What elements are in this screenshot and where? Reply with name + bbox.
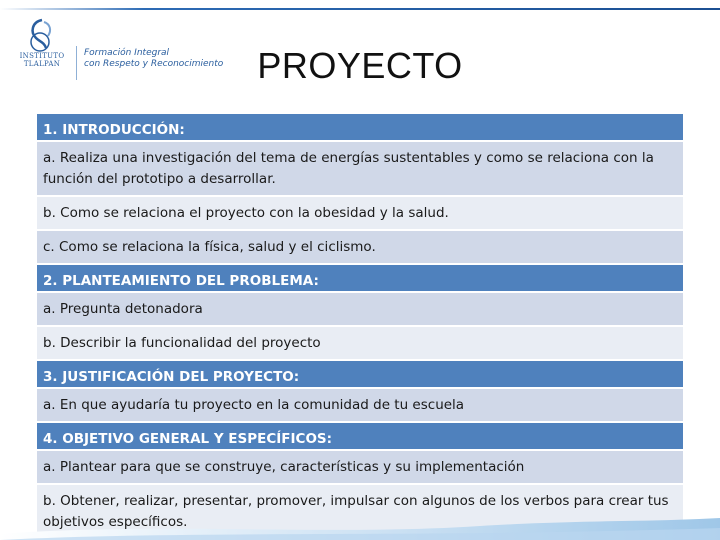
slide-title: PROYECTO: [257, 45, 463, 86]
institution-name: INSTITUTO TLALPAN: [19, 52, 65, 68]
bottom-wave-decoration: [0, 512, 720, 540]
section-header-objetivo: 4. OBJETIVO GENERAL Y ESPECÍFICOS:: [37, 421, 683, 449]
section-header-planteamiento: 2. PLANTEAMIENTO DEL PROBLEMA:: [37, 263, 683, 291]
table-row: a. Pregunta detonadora: [37, 291, 683, 325]
logo-divider: [76, 46, 77, 80]
top-rule: [0, 8, 720, 10]
section-header-justificacion: 3. JUSTIFICACIÓN DEL PROYECTO:: [37, 359, 683, 387]
table-row: a. En que ayudaría tu proyecto en la comunidad de tu escuela: [37, 387, 683, 421]
institution-logo: [14, 16, 244, 76]
section-header-introduccion: 1. INTRODUCCIÓN:: [37, 112, 683, 140]
logo-tagline: [84, 48, 254, 69]
table-row: c. Como se relaciona la física, salud y el ciclismo.: [37, 229, 683, 263]
table-row: b. Como se relaciona el proyecto con la obesidad y la salud.: [37, 195, 683, 229]
table-row: b. Describir la funcionalidad del proyecto: [37, 325, 683, 359]
tagline-line-2: con Respeto y Reconocimiento: [84, 58, 224, 69]
tagline-line-1: Formación Integral: [84, 48, 170, 58]
table-row: a. Plantear para que se construye, características y su implementación: [37, 449, 683, 483]
table-row: a. Realiza una investigación del tema de energías sustentables y como se relaciona con la función del prototipo a desarrollar.: [37, 140, 683, 195]
table-row: b. Obtener, realizar, presentar, promover, impulsar con algunos de los verbos para crear tus objetivos específicos.: [37, 483, 683, 538]
project-outline-table: [37, 112, 683, 538]
